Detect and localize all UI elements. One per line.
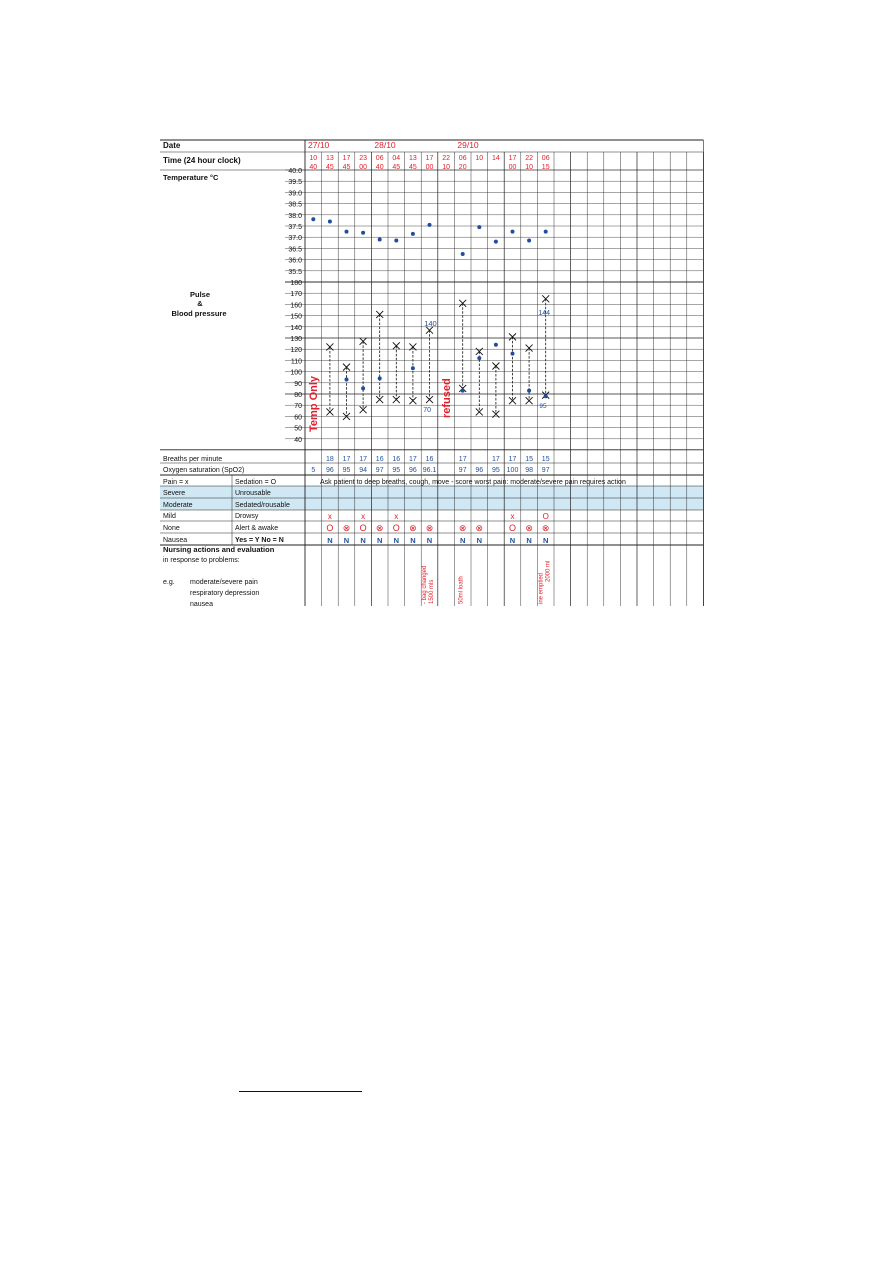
date-value: 27/10 xyxy=(308,140,330,150)
pain-level-label: None xyxy=(163,525,180,532)
pulse-scale-label: 60 xyxy=(294,414,302,422)
pain-level-label: Mild xyxy=(163,513,176,520)
time-hours: 04 xyxy=(392,155,401,162)
nausea-key: Yes = Y No = N xyxy=(235,537,284,544)
temperature-scale-label: 39.0 xyxy=(288,190,302,198)
time-hours: 06 xyxy=(375,155,384,162)
time-minutes: 20 xyxy=(458,164,467,171)
eg-label: e.g. xyxy=(163,579,175,586)
nausea-value: N xyxy=(376,536,383,545)
pulse-point xyxy=(527,389,531,393)
time-hours: 13 xyxy=(409,155,417,162)
nursing-note: - bag changed xyxy=(422,565,429,604)
pulse-point xyxy=(494,343,498,347)
sedation-score: ⊗ xyxy=(458,523,467,533)
pain-score: x xyxy=(510,512,515,521)
signature-underline xyxy=(239,1091,362,1092)
time-minutes: 00 xyxy=(425,164,434,171)
nausea-value: N xyxy=(327,536,333,545)
temperature-point xyxy=(328,220,332,224)
bp-annotation: 95 xyxy=(539,403,547,410)
nursing-note: 1500 mls xyxy=(429,579,436,604)
pulse-scale-label: 170 xyxy=(290,291,302,299)
pulse-scale-label: 120 xyxy=(290,347,302,355)
breaths-value: 17 xyxy=(342,456,351,463)
nausea-value: N xyxy=(343,536,350,545)
time-minutes: 15 xyxy=(541,164,550,171)
temperature-point xyxy=(378,237,382,241)
pain-score: x xyxy=(327,512,332,521)
pulse-scale-label: 140 xyxy=(290,324,302,332)
temperature-point xyxy=(345,230,349,234)
temperature-label: Temperature °C xyxy=(163,173,219,182)
pulse-scale-label: 160 xyxy=(290,302,302,310)
pulse-scale-label: 180 xyxy=(290,280,302,287)
sedation-score: ⊗ xyxy=(525,523,533,533)
time-hours: 23 xyxy=(359,155,367,162)
pulse-point xyxy=(461,389,465,393)
time-hours: 22 xyxy=(442,155,450,162)
oxygen-value: 97 xyxy=(375,467,384,474)
pulse-point xyxy=(361,386,365,390)
pulse-point xyxy=(477,356,481,360)
pulse-point xyxy=(411,366,415,370)
nausea-value: N xyxy=(526,536,532,545)
time-minutes: 45 xyxy=(342,164,351,171)
oxygen-label: Oxygen saturation (SpO2) xyxy=(163,467,245,474)
pain-score: O xyxy=(542,512,549,521)
temperature-point xyxy=(461,252,465,256)
time-hours: 17 xyxy=(425,155,434,162)
time-hours: 06 xyxy=(541,155,550,162)
oxygen-value: 96 xyxy=(409,467,417,474)
blood-pressure-label: Blood pressure xyxy=(171,309,227,318)
temperature-point xyxy=(494,240,498,244)
time-hours: 14 xyxy=(492,155,500,162)
pulse-scale-label: 100 xyxy=(290,369,302,377)
temperature-scale-label: 36.5 xyxy=(288,246,302,254)
pulse-scale-label: 40 xyxy=(294,436,302,444)
nausea-value: N xyxy=(459,536,466,545)
temperature-point xyxy=(394,239,398,243)
sedation-score: ⊗ xyxy=(475,523,484,533)
time-minutes: 00 xyxy=(508,164,517,171)
nursing-actions-subheading: in response to problems: xyxy=(163,557,240,564)
nausea-value: N xyxy=(426,536,433,545)
nausea-value: N xyxy=(360,536,366,545)
sedation-score: ⊗ xyxy=(342,523,351,533)
pain-key-label: Pain = x xyxy=(163,479,189,486)
time-hours: 10 xyxy=(475,155,484,162)
time-hours: 22 xyxy=(525,155,533,162)
example-problem: nausea xyxy=(190,601,213,608)
date-value: 28/10 xyxy=(374,140,396,150)
pain-score: x xyxy=(361,512,366,521)
sedation-score: ⊗ xyxy=(541,523,550,533)
diastolic-mark xyxy=(409,397,416,404)
oxygen-value: 95 xyxy=(392,467,401,474)
time-hours: 10 xyxy=(309,155,318,162)
sedation-level-label: Unrousable xyxy=(235,490,271,497)
time-minutes: 45 xyxy=(392,164,401,171)
breaths-value: 17 xyxy=(409,456,417,463)
pulse-point xyxy=(345,377,349,381)
bp-annotation: 140 xyxy=(424,319,437,328)
sedation-score: O xyxy=(359,523,367,533)
temperature-scale-label: 37.0 xyxy=(288,235,302,243)
diastolic-mark xyxy=(393,396,400,403)
sedation-score: ⊗ xyxy=(409,523,417,533)
nausea-value: N xyxy=(542,536,549,545)
time-minutes: 10 xyxy=(525,164,533,171)
temperature-scale-label: 36.0 xyxy=(288,257,302,265)
pulse-point xyxy=(378,376,382,380)
temperature-point xyxy=(527,239,531,243)
oxygen-value: 97 xyxy=(541,467,550,474)
pulse-scale-label: 50 xyxy=(294,425,302,433)
time-label: Time (24 hour clock) xyxy=(163,156,241,165)
sedation-level-label: Sedated/rousable xyxy=(235,502,290,509)
oxygen-value: 5 xyxy=(311,467,316,474)
nausea-label: Nausea xyxy=(163,537,188,544)
refused-annotation: refused xyxy=(440,378,453,418)
date-label: Date xyxy=(163,141,181,150)
oxygen-value: 94 xyxy=(359,467,367,474)
temperature-point xyxy=(361,231,365,235)
breaths-value: 17 xyxy=(508,456,517,463)
time-hours: 13 xyxy=(326,155,334,162)
pulse-scale-label: 130 xyxy=(290,336,302,343)
oxygen-value: 95 xyxy=(492,467,500,474)
nursing-note: 50ml loath xyxy=(458,576,465,604)
pulse-scale-label: 70 xyxy=(294,403,302,411)
sedation-level-label: Alert & awake xyxy=(235,525,279,532)
pulse-scale-label: 150 xyxy=(290,313,302,321)
breaths-label: Breaths per minute xyxy=(163,456,223,463)
breaths-value: 17 xyxy=(492,456,500,463)
breaths-value: 17 xyxy=(359,456,367,463)
pulse-point xyxy=(544,394,548,398)
time-minutes: 45 xyxy=(409,164,417,171)
time-minutes: 00 xyxy=(359,164,367,171)
temperature-scale-label: 39.5 xyxy=(288,179,302,187)
nausea-value: N xyxy=(476,536,483,545)
pulse-scale-label: 110 xyxy=(290,358,302,366)
temperature-point xyxy=(544,230,548,234)
sedation-score: O xyxy=(508,523,517,533)
sedation-score: ⊗ xyxy=(425,523,434,533)
time-minutes: 40 xyxy=(309,164,318,171)
oxygen-value: 95 xyxy=(342,467,351,474)
breaths-value: 15 xyxy=(541,456,550,463)
time-hours: 17 xyxy=(508,155,517,162)
sedation-level-label: Drowsy xyxy=(235,513,259,520)
sedation-score: O xyxy=(392,523,400,533)
bp-annotation: 144 xyxy=(538,310,551,317)
temperature-point xyxy=(428,223,432,227)
breaths-value: 15 xyxy=(525,456,533,463)
temperature-point xyxy=(411,232,415,236)
temperature-point xyxy=(311,217,315,221)
breaths-value: 16 xyxy=(425,456,434,463)
example-problem: moderate/severe pain xyxy=(190,579,258,586)
temperature-point xyxy=(477,225,481,229)
breaths-value: 17 xyxy=(458,456,467,463)
time-minutes: 40 xyxy=(375,164,384,171)
temperature-point xyxy=(511,230,515,234)
bp-annotation: 70 xyxy=(423,407,431,414)
diastolic-mark xyxy=(326,408,333,415)
nausea-value: N xyxy=(393,536,400,545)
pain-level-label: Moderate xyxy=(163,502,193,509)
breaths-value: 18 xyxy=(326,456,334,463)
example-problem: respiratory depression xyxy=(190,590,260,597)
oxygen-value: 96.1 xyxy=(422,467,437,474)
diastolic-mark xyxy=(376,396,383,403)
time-hours: 06 xyxy=(458,155,467,162)
nausea-value: N xyxy=(509,536,516,545)
temperature-scale-label: 37.5 xyxy=(288,224,302,231)
time-hours: 17 xyxy=(342,155,351,162)
temperature-scale-label: 38.0 xyxy=(288,212,302,220)
pain-score: x xyxy=(394,512,399,521)
pulse-scale-label: 90 xyxy=(294,380,302,388)
pulse-scale-label: 80 xyxy=(294,392,302,399)
nursing-note: 2000 ml xyxy=(545,560,552,582)
nursing-actions-heading: Nursing actions and evaluation xyxy=(163,545,275,554)
sedation-key-label: Sedation = O xyxy=(235,479,277,486)
temp-only-annotation: Temp Only xyxy=(308,375,320,432)
diastolic-mark xyxy=(426,396,433,403)
pulse-point xyxy=(511,352,515,356)
temperature-scale-label: 38.5 xyxy=(288,201,302,209)
pain-level-label: Severe xyxy=(163,490,186,497)
ampersand-label: & xyxy=(197,299,203,308)
breaths-value: 16 xyxy=(375,456,384,463)
breaths-value: 16 xyxy=(392,456,401,463)
sedation-score: O xyxy=(326,523,334,533)
oxygen-value: 97 xyxy=(458,467,467,474)
temperature-scale-label: 40.0 xyxy=(288,168,302,175)
oxygen-value: 98 xyxy=(525,467,533,474)
oxygen-value: 100 xyxy=(506,467,519,474)
temperature-scale-label: 35.5 xyxy=(288,268,302,276)
time-minutes: 10 xyxy=(442,164,450,171)
pulse-label: Pulse xyxy=(189,290,211,299)
nursing-note: ine emptied xyxy=(538,572,545,604)
pain-instruction: Ask patient to deep breaths, cough, move - score worst pain: moderate/severe pain requires action xyxy=(320,479,626,486)
nausea-value: N xyxy=(410,536,416,545)
oxygen-value: 96 xyxy=(326,467,334,474)
sedation-score: ⊗ xyxy=(375,523,384,533)
date-value: 29/10 xyxy=(457,140,479,150)
time-minutes: 45 xyxy=(326,164,334,171)
oxygen-value: 96 xyxy=(475,467,484,474)
